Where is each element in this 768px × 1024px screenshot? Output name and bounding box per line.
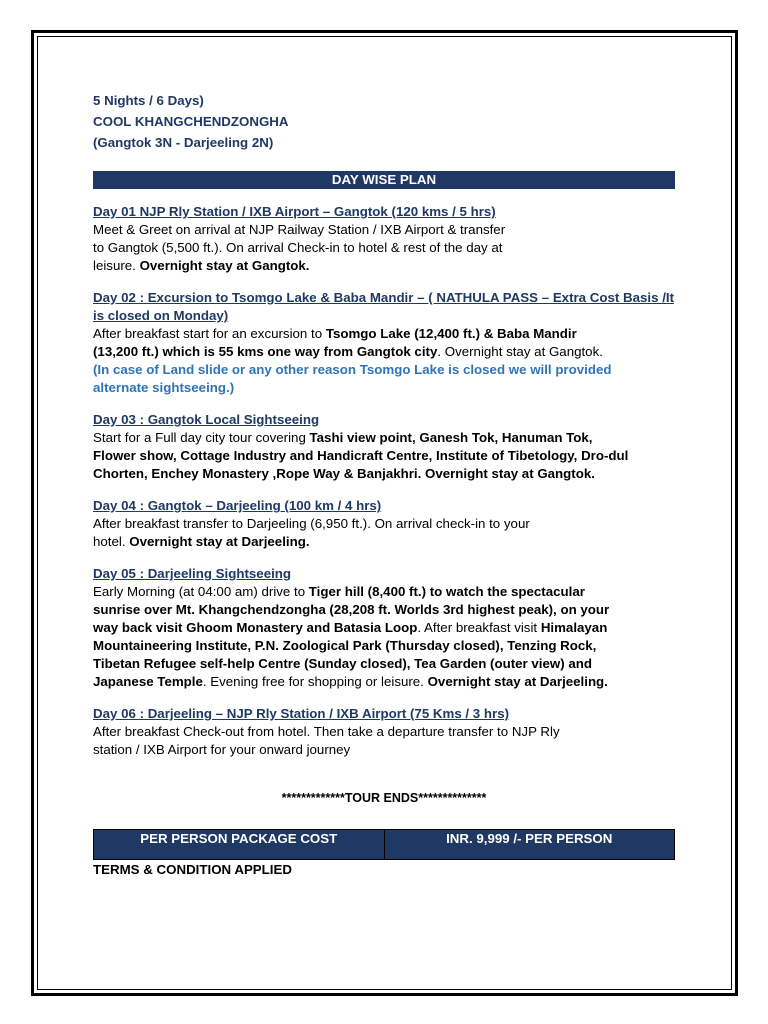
table-row — [94, 830, 675, 860]
day-4-title: Day 04 : Gangtok – Darjeeling (100 km / 4 hrs) — [93, 498, 382, 513]
text: leisure. — [93, 258, 140, 273]
day-1-line — [93, 257, 683, 275]
text: . Overnight stay at Gangtok. — [437, 344, 603, 359]
day-1 — [93, 203, 683, 275]
package-cost-table — [93, 829, 675, 860]
bold-text: Tsomgo Lake (12,400 ft.) & Baba Mandir — [325, 326, 577, 341]
day-6-title: Day 06 : Darjeeling – NJP Rly Station / IXB Airport (75 Kms / 3 hrs) — [93, 706, 510, 721]
day-5-body — [93, 583, 683, 691]
day-1-title: Day 01 NJP Rly Station / IXB Airport – Gangtok (120 kms / 5 hrs) — [93, 204, 496, 219]
day-2-body — [93, 325, 683, 361]
day-5 — [93, 565, 683, 691]
day-5-line — [93, 673, 683, 691]
text: Early Morning (at 04:00 am) drive to — [93, 584, 309, 599]
day-5-line — [93, 619, 683, 637]
text: . After breakfast visit — [417, 620, 541, 635]
day-3-title: Day 03 : Gangtok Local Sightseeing — [93, 412, 320, 427]
text: hotel. — [93, 534, 130, 549]
bold-text: Japanese Temple — [93, 674, 203, 689]
day-1-body — [93, 221, 683, 275]
day-2-title-line: Day 02 : Excursion to Tsomgo Lake & Baba Mandir – ( NATHULA PASS – Extra Cost Basis /It — [93, 290, 675, 305]
day-5-line — [93, 583, 683, 601]
day-6-line: station / IXB Airport for your onward journey — [93, 742, 351, 757]
bold-text: (13,200 ft.) which is 55 kms one way from Gangtok city — [93, 344, 438, 359]
day-4-body — [93, 515, 683, 551]
note-line: (In case of Land slide or any other reason Tsomgo Lake is closed we will provided — [93, 362, 612, 377]
day-4-line — [93, 533, 683, 551]
overnight-text: Overnight stay at Darjeeling. — [427, 674, 608, 689]
bold-text: Himalayan — [540, 620, 608, 635]
day-3-line — [93, 429, 683, 447]
day-6-line: After breakfast Check-out from hotel. Then take a departure transfer to NJP Rly — [93, 724, 560, 739]
day-5-line: Mountaineering Institute, P.N. Zoological Park (Thursday closed), Tenzing Rock, — [93, 638, 597, 653]
day-5-line: sunrise over Mt. Khangchendzongha (28,208 ft. Worlds 3rd highest peak), on your — [93, 602, 610, 617]
day-3 — [93, 411, 683, 483]
day-6-body — [93, 723, 683, 759]
day-4-line: After breakfast transfer to Darjeeling (6,950 ft.). On arrival check-in to your — [93, 516, 530, 531]
day-6 — [93, 705, 683, 759]
package-name: COOL KHANGCHENDZONGHA — [93, 114, 289, 129]
cost-value: INR. 9,999 /- PER PERSON — [384, 830, 675, 860]
day-3-line: Flower show, Cottage Industry and Handicraft Centre, Institute of Tibetology, Dro-dul — [93, 448, 629, 463]
day-2-title-line: is closed on Monday) — [93, 308, 229, 323]
terms-conditions: TERMS & CONDITION APPLIED — [93, 862, 292, 877]
package-header — [93, 90, 683, 153]
duration: 5 Nights / 6 Days) — [93, 93, 204, 108]
day-1-line: Meet & Greet on arrival at NJP Railway Station / IXB Airport & transfer — [93, 222, 506, 237]
text: After breakfast start for an excursion to — [93, 326, 326, 341]
day-2-line — [93, 343, 683, 361]
text: Start for a Full day city tour covering — [93, 430, 310, 445]
day-2-line — [93, 325, 683, 343]
day-2 — [93, 289, 683, 397]
itinerary-content — [93, 90, 683, 880]
route: (Gangtok 3N - Darjeeling 2N) — [93, 135, 274, 150]
bold-text: Tashi view point, Ganesh Tok, Hanuman Tok, — [309, 430, 593, 445]
day-wise-plan-bar: DAY WISE PLAN — [93, 171, 675, 189]
tour-ends: *************TOUR ENDS************** — [281, 791, 487, 805]
text: . Evening free for shopping or leisure. — [202, 674, 428, 689]
day-1-line: to Gangtok (5,500 ft.). On arrival Check-in to hotel & rest of the day at — [93, 240, 503, 255]
day-2-title — [93, 289, 683, 325]
landslide-note — [93, 361, 683, 397]
cost-label: PER PERSON PACKAGE COST — [94, 830, 385, 860]
note-line: alternate sightseeing.) — [93, 380, 235, 395]
bold-text: Tiger hill (8,400 ft.) to watch the spectacular — [308, 584, 585, 599]
day-4 — [93, 497, 683, 551]
day-5-line: Tibetan Refugee self-help Centre (Sunday closed), Tea Garden (outer view) and — [93, 656, 592, 671]
bold-text: way back visit Ghoom Monastery and Batasia Loop — [93, 620, 418, 635]
overnight-text: Overnight stay at Darjeeling. — [129, 534, 310, 549]
day-3-body — [93, 429, 683, 483]
overnight-text: Overnight stay at Gangtok. — [139, 258, 310, 273]
day-5-title: Day 05 : Darjeeling Sightseeing — [93, 566, 292, 581]
day-3-line: Chorten, Enchey Monastery ,Rope Way & Banjakhri. Overnight stay at Gangtok. — [93, 466, 595, 481]
